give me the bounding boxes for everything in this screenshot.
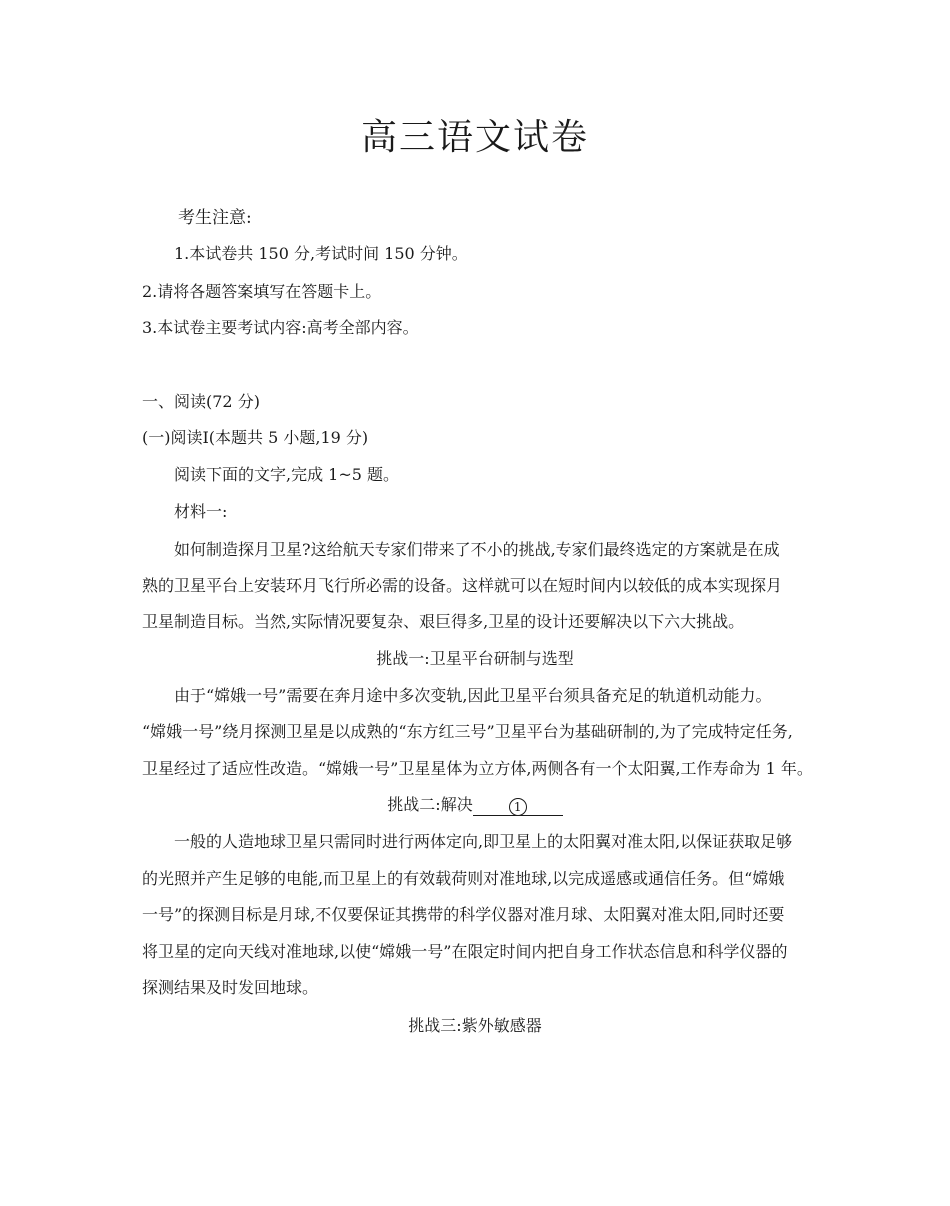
subsection-heading: (一)阅读I(本题共 5 小题,19 分)	[142, 428, 369, 447]
material-label: 材料一:	[174, 502, 228, 521]
challenge1-line-2: “嫦娥一号”绕月探测卫星是以成熟的“东方红三号”卫星平台为基础研制的,为了完成特定任务,	[142, 722, 793, 741]
page-title: 高三语文试卷	[360, 117, 589, 158]
challenge3-heading: 挑战三:紫外敏感器	[408, 1016, 542, 1035]
challenge2-heading-prefix: 挑战二:解决	[387, 795, 473, 814]
fill-in-blank	[473, 795, 563, 816]
challenge1-heading: 挑战一:卫星平台研制与选型	[376, 649, 574, 668]
challenge2-line-3: 一号”的探测目标是月球,不仅要保证其携带的科学仪器对准月球、太阳翼对准太阳,同时还要	[142, 905, 785, 924]
notice-item-2: 2.请将各题答案填写在答题卡上。	[142, 282, 382, 301]
notice-heading: 考生注意:	[178, 208, 252, 228]
intro-line-3: 卫星制造目标。当然,实际情况要复杂、艰巨得多,卫星的设计还要解决以下六大挑战。	[142, 612, 745, 631]
challenge1-line-1: 由于“嫦娥一号”需要在奔月途中多次变轨,因此卫星平台须具备充足的轨道机动能力。	[174, 686, 772, 705]
challenge2-line-5: 探测结果及时发回地球。	[142, 978, 319, 997]
blank-number-badge: 1	[509, 798, 527, 816]
challenge2-line-1: 一般的人造地球卫星只需同时进行两体定向,即卫星上的太阳翼对准太阳,以保证获取足够	[174, 832, 793, 851]
challenge2-heading	[0, 794, 950, 816]
challenge2-line-4: 将卫星的定向天线对准地球,以使“嫦娥一号”在限定时间内把自身工作状态信息和科学仪器的	[142, 942, 788, 961]
notice-item-3: 3.本试卷主要考试内容:高考全部内容。	[142, 318, 419, 337]
challenge2-line-2: 的光照并产生足够的电能,而卫星上的有效载荷则对准地球,以完成遥感或通信任务。但“嫦娥	[142, 869, 785, 888]
intro-line-1: 如何制造探月卫星?这给航天专家们带来了不小的挑战,专家们最终选定的方案就是在成	[174, 540, 780, 559]
section-heading: 一、阅读(72 分)	[142, 392, 260, 411]
instruction-text: 阅读下面的文字,完成 1~5 题。	[174, 465, 400, 484]
notice-item-1: 1.本试卷共 150 分,考试时间 150 分钟。	[174, 244, 468, 263]
intro-line-2: 熟的卫星平台上安装环月飞行所必需的设备。这样就可以在短时间内以较低的成本实现探月	[142, 576, 783, 595]
challenge1-line-3: 卫星经过了适应性改造。“嫦娥一号”卫星星体为立方体,两侧各有一个太阳翼,工作寿命为 1 年。	[142, 759, 813, 778]
